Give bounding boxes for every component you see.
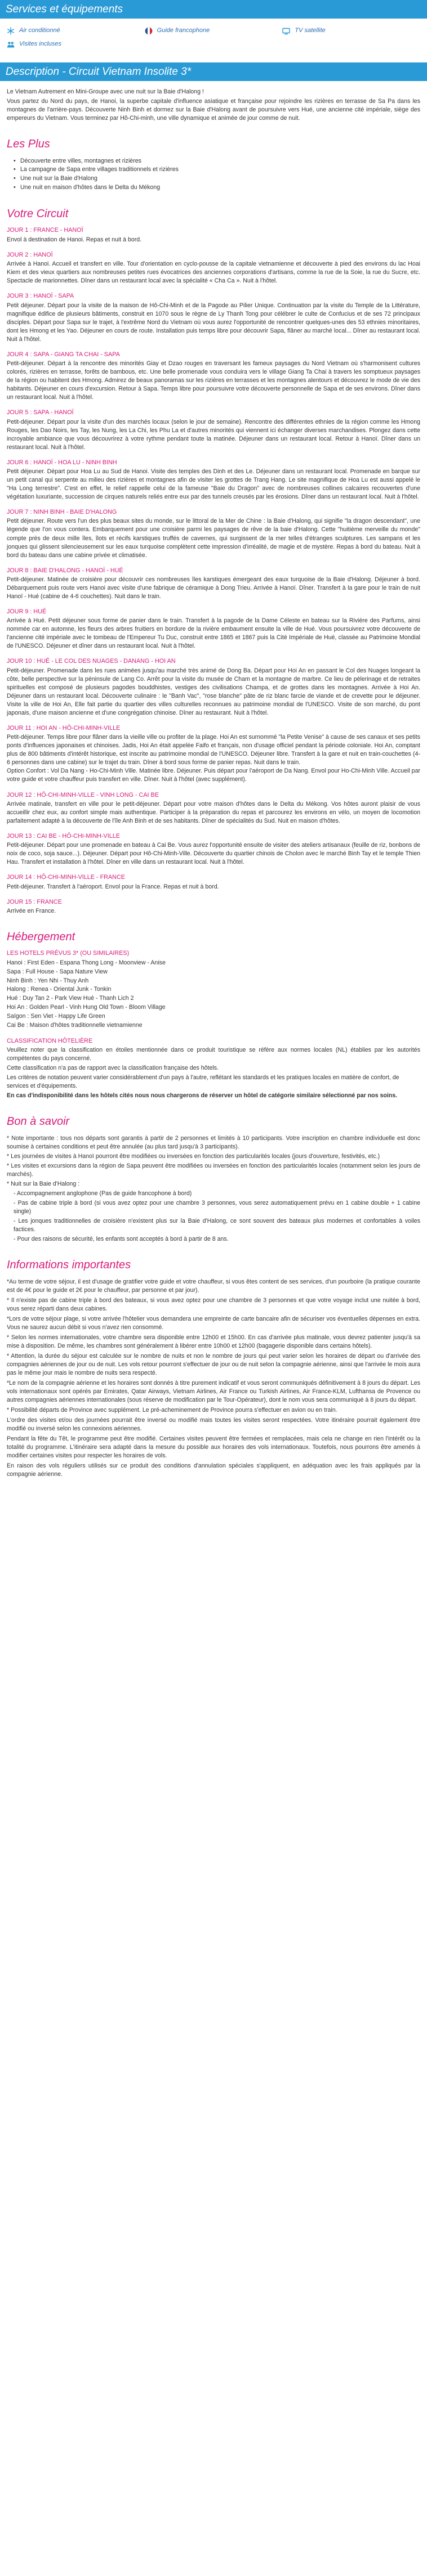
service-label: Air conditionné [19, 27, 60, 34]
day-title: JOUR 12 : HÔ-CHI-MINH-VILLE - VINH LONG - CAI BE [7, 791, 159, 798]
services-row [7, 38, 420, 51]
hotel-line: Cai Be : Maison d'hôtes traditionnelle vietnamienne [7, 1022, 143, 1029]
day-text: Arrivée en France. [7, 908, 56, 915]
tv-icon [282, 27, 290, 35]
day-title: JOUR 14 : HÔ-CHI-MINH-VILLE - FRANCE [7, 874, 125, 881]
classification-line: Les critères de notation peuvent varier considérablement d'un pays à l'autre, reflétant les standards et les pratiques locales en matière de confort, de services et d'équipements. [7, 1074, 399, 1090]
description-title: Description - Circuit Vietnam Insolite 3* [0, 62, 427, 81]
hotel-line: Hoi An : Golden Pearl - Vinh Hung Old Town - Bloom Village [7, 1004, 166, 1011]
intro-line: Le Vietnam Autrement en Mini-Groupe avec une nuit sur la Baie d'Halong ! [7, 88, 204, 95]
day-item [7, 409, 420, 451]
day-title: JOUR 4 : SAPA - GIANG TA CHAI - SAPA [7, 351, 120, 358]
bon-savoir-section [0, 1114, 427, 1244]
day-item [7, 351, 420, 402]
day-item [7, 292, 420, 343]
classification-bold: En cas d'indisponibilité dans les hôtels cités nous nous chargerons de réserver un hôtel de catégorie similaire sélectionné par nos soins. [7, 1092, 398, 1099]
plus-item: • Découverte entre villes, montagnes et rizières [14, 157, 420, 166]
services-title: Services et équipements [0, 0, 427, 19]
day-title: JOUR 10 : HUÉ - LE COL DES NUAGES - DANANG - HOI AN [7, 658, 176, 665]
group-icon [7, 41, 15, 48]
circuit-title: Votre Circuit [7, 208, 69, 221]
day-item [7, 608, 420, 650]
description-intro [0, 81, 427, 123]
bon-savoir-item: - Pour des raisons de sécurité, les enfants sont acceptés à bord à partir de 8 ans. [14, 1236, 229, 1243]
info-item: *Le nom de la compagnie aérienne et les horaires sont donnés à titre purement indicatif et vous seront communiqués définitivement à 8 jours du départ. Les vols internationaux sont opérés par Emirates, Qatar Airways, Vietnam Airlines, Air France ou Turkish Airlines, Air France-KLM, Lufthansa de Provence ou autres compagnies aériennes internationales (sous réserve de modification par le Tour-Opérateur), dont le nom vous sera communiqué à 8 jours du départ. [7, 1379, 420, 1403]
info-item: En raison des vols réguliers utilisés sur ce produit des conditions d'annulation spéciales s'appliquent, en adéquation avec les frais appliqués par la compagnie aérienne. [7, 1462, 420, 1478]
day-text: Arrivée à Hué. Petit déjeuner sous forme de panier dans le train. Transfert à la pagode de la Dame Céleste en bateau sur la Rivière des Parfums, ainsi nommée car en automne, les fleurs des arbres fruitiers en bordure de la rivière embaument ensuite la ville de Hué. Vous poursuivrez votre découverte de l'ancienne cité impériale avec le tombeau de l'Empereur Tu Duc, construit entre 1865 et 1867 puis la Cité Impériale de Hué, classée au Patrimoine Mondial de l'UNESCO. Déjeuner et dîner dans un restaurant local. Nuit à l'hôtel. [7, 617, 420, 650]
day-title: JOUR 6 : HANOÏ - HOA LU - NINH BINH [7, 459, 117, 466]
bon-savoir-item: * Note importante : tous nos départs sont garantis à partir de 2 personnes et limités à 10 participants. Votre inscription en chambre individuelle est donc soumise à certaines conditions et peut être annulée (au plus tard jusqu'à 3 participants). [7, 1134, 420, 1150]
day-item [7, 791, 420, 825]
day-title: JOUR 15 : FRANCE [7, 898, 62, 905]
bon-savoir-title: Bon à savoir [7, 1115, 70, 1128]
classification-title: CLASSIFICATION HÔTELIÈRE [7, 1037, 93, 1044]
info-item: * Il n'existe pas de cabine triple à bord des bateaux, si vous avez optez pour une chambre de 3 personnes et que votre voyage inclut une nuitée à bord, vous serez réparti dans deux cabines. [7, 1296, 420, 1312]
days-list [7, 226, 420, 915]
day-text: Petit-déjeuner. Départ à la rencontre des minorités Giay et Dzao rouges en traversant les fameux paysages du Nord Vietnam où s'harmonisent cultures colorés, rizières en terrasse, forêts de bambous, etc. Une belle promenade vous conduira vers le village Giang Ta Chai à travers les somptueux paysages de la région ou habitent des Hmong. Admirez de beaux panoramas sur les rizières en terrasses et les montagnes alentours et découvrez le mode de vie des habitants. Déjeuner en cours d'excursion. Retour à Sapa. Temps libre pour poursuivre votre découverte personnelle de Sapa et de ses environs. Dîner dans un restaurant local. Nuit à l'hôtel. [7, 360, 420, 401]
circuit-section [0, 206, 427, 915]
day-item [7, 657, 420, 717]
info-item: L'ordre des visites et/ou des journées pourrait être inversé ou modifié mais toutes les visites seront respectées. Votre itinéraire pourrait également être modifié ou inversé selon les connexions aériennes. [7, 1417, 420, 1433]
hotels-title: LES HOTELS PRÉVUS 3* (OU SIMILAIRES) [7, 950, 130, 957]
service-label: TV satellite [295, 27, 326, 34]
service-item [7, 26, 145, 35]
plus-section [0, 136, 427, 192]
infos-section [0, 1257, 427, 1479]
info-item: *Au terme de votre séjour, il est d'usage de gratifier votre guide et votre chauffeur, si vous êtes content de ses services, d'un pourboire (la pratique courante est de 4€ pour le guide et 2€ pour le chauffeur, par personne et par jour). [7, 1278, 420, 1294]
day-title: JOUR 7 : NINH BINH - BAIE D'HALONG [7, 509, 117, 516]
bon-savoir-item: - Accompagnement anglophone (Pas de guide francophone à bord) [14, 1190, 192, 1197]
day-item [7, 226, 420, 244]
plus-item: • Une nuit sur la Baie d'Halong [14, 174, 420, 183]
bon-savoir-item: - Pas de cabine triple à bord (si vous avez optez pour une chambre 3 personnes, vous serez automatiquement prévu en 1 cabine double + 1 cabine single) [14, 1200, 420, 1215]
day-text: Petit-déjeuner. Départ pour la visite d'un des marchés locaux (selon le jour de semaine). Rencontre des différentes ethnies de la région comme les Hmong Rouges, les Dao Noirs, les Tay, les Nung, les La Chi, les Phu La et d'autres minorités qui viennent ici échanger diverses marchandises. Plongez dans cette incroyable ambiance que vous découvrirez à votre rythme pendant toute la matinée. Déjeuner dans un restaurant local. Retour à Hanoï. Dîner dans un restaurant local. Nuit à l'hôtel. [7, 418, 420, 451]
day-title: JOUR 13 : CAI BE - HÔ-CHI-MINH-VILLE [7, 832, 120, 840]
day-item [7, 724, 420, 784]
info-item: *Lors de votre séjour plage, si votre arrivée l'hôtelier vous demandera une empreinte de carte bancaire afin de sécuriser vos éventuelles dépenses en extra. Vous ne saurez aucun débit si vous n'avez rien consommé. [7, 1315, 420, 1331]
classification-line: Cette classification n'a pas de rapport avec la classification française des hôtels. [7, 1065, 219, 1072]
day-title: JOUR 8 : BAIE D'HALONG - HANOÏ - HUÉ [7, 567, 123, 574]
hotel-line: Saïgon : Sen Viet - Happy Life Green [7, 1013, 105, 1020]
services-row [7, 24, 420, 38]
day-item [7, 898, 420, 915]
day-text: Petit déjeuner. Route vers l'un des plus beaux sites du monde, sur le littoral de la Mer de Chine : la Baie d'Halong, qui signifie "la dragon descendant", une légende que l'on vous contera. Embarquement pour une croisière parmi les paysages de rêve de la baie d'Halong. Cette "huitième merveille du monde" compte près de deux mille îles, îlots et récifs karstiques truffés de cavernes, qui surgissent de la mer telles d'étranges sculptures. Les sampans et les jonques qui glissent silencieusement sur les eaux turquoise complètent cette impression d'irréalité, de magie et de mystère. Repas à bord du bateau. Nuit à bord du bateau dans une cabine privée et climatisée. [7, 518, 420, 559]
day-title: JOUR 2 : HANOÏ [7, 251, 53, 258]
day-item [7, 832, 420, 867]
day-text: Petit déjeuner. Départ pour la visite de la maison de Hô-Chi-Minh et de la Pagode au Pilier Unique. Continuation par la visite du Temple de la Littérature, magnifique édifice de plusieurs bâtiments, construit en 1070 sous le règne de Ly Thanh Tong pour célébrer le culte de Confucius et de ses 72 principaux disciples. Départ pour Sapa sur le trajet, à l'extrême Nord du Vietnam où vous aurez l'opportunité de rencontrer quelques-unes des 53 ethnies minoritaires, dont les Hmong et les Yao. Déjeuner en cours de route. Installation puis temps libre pour découvrir Sapa, flâner au marché local... Dîner au restaurant local. Nuit à l'hôtel. [7, 302, 420, 343]
hotel-line: Hué : Duy Tan 2 - Park View Hué - Thanh Lich 2 [7, 995, 134, 1002]
info-item: * Attention, la durée du séjour est calculée sur le nombre de nuits et non le nombre de jours qui peut varier selon les horaires de départ ou d'arrivée des compagnies aériennes de jour ou de nuit. Les vols retour pourront s'effectuer de jour ou de nuit selon la compagnie aérienne, ainsi que l'arrivée le mois aura pas le même jour mais le nombre de nuits sera respecté. [7, 1352, 420, 1376]
bon-savoir-item: * Les journées de visites à Hanoï pourront être modifiées ou inversées en fonction des particularités locales (jours d'ouverture, festivités, etc.) [7, 1152, 380, 1160]
plus-item: • Une nuit en maison d'hôtes dans le Delta du Mékong [14, 183, 420, 192]
service-item [145, 26, 283, 35]
hotel-line: Hanoi : First Eden - Espana Thong Long - Moonview - Anise [7, 959, 166, 966]
bon-savoir-item: * Les visites et excursions dans la région de Sapa peuvent être modifiées ou inversées en fonction des particularités locales (notamment selon les jours de marchés). [7, 1162, 420, 1178]
services-list [0, 19, 427, 55]
infos-title: Informations importantes [7, 1259, 131, 1272]
bon-savoir-item: * Nuit sur la Baie d'Halong : [7, 1180, 80, 1187]
day-text: Petit-déjeuner. Matinée de croisière pour découvrir ces nombreuses îles karstiques émergeant des eaux turquoise de la Baie d'Halong. Déjeuner à bord. Débarquement puis route vers Hanoi avec visite d'une fabrique de céramique à Dong Trieu. Arrivée à Hanoï. Dîner. Transfert à la gare pour le train de nuit Hanoï - Hué (cabine de 4-6 couchettes). Nuit dans le train. [7, 576, 420, 600]
hebergement-title: Hébergement [7, 931, 75, 944]
service-item [282, 26, 420, 35]
bon-savoir-item: - Les jonques traditionnelles de croisière n'existent plus sur la Baie d'Halong, ce sont souvent des bateaux plus modernes et confortables à voiles factices. [14, 1218, 420, 1233]
plus-title: Les Plus [7, 138, 50, 151]
service-label: Visites incluses [19, 41, 61, 48]
french-flag-icon [145, 27, 153, 35]
service-label: Guide francophone [157, 27, 210, 34]
day-title: JOUR 9 : HUÉ [7, 608, 47, 616]
service-item [7, 40, 154, 49]
day-item [7, 459, 420, 501]
day-text: Petit déjeuner. Départ pour Hoa Lu au Sud de Hanoi. Visite des temples des Dinh et des Le. Déjeuner dans un restaurant local. Promenade en barque sur un petit canal qui serpente au milieu des rizières et montagnes afin de visiter les grottes de Trang Hang. Le site magnifique de Hoa Lu est aussi appelé le "Ha Long terrestre". C'est en effet, le relief rappelle celui de la fameuse "Baie du Dragon" avec de nombreuses collines calcaires recouvertes d'une végétation luxuriante, succession de cirques naturels reliés entre eux par des tunnels creusés par les érosions. Dîner dans un restaurant local. Nuit à l'hôtel. [7, 468, 420, 501]
day-text: Arrivée à Hanoi. Accueil et transfert en ville. Tour d'orientation en cyclo-pousse de la capitale vietnamienne et découverte à pied des environs du lac Hoai Kiem et des vieux quartiers aux nombreuses petites rues évocatrices des anciennes corporations d'artisans, comme la rue de la Soie, la rue du Sucre, etc. Spectacle de marionnettes. Dîner dans un restaurant local avec la spécialité « Cha Ca ». Nuit à l'hôtel. [7, 261, 420, 285]
day-item [7, 873, 420, 891]
intro-paragraph: Vous partez du Nord du pays, de Hanoi, la superbe capitale d'influence asiatique et française pour rejoindre les rizières en terrasse de Sa Pa dans les montagnes de l'arrière-pays. Découverte Ninh Binh et dormez sur la Baie d'Halong avant de poursuivre vers Hué, une ancienne cité impériale, siège des empereurs du Vietnam. Vous terminez par Hô-Chi-minh, une ville dynamique et animée de jour comme de nuit. [7, 98, 420, 122]
hotel-line: Ninh Binh : Yen Nhi - Thuy Anh [7, 977, 89, 984]
day-text: Petit-déjeuner. Départ pour une promenade en bateau à Cai Be. Vous aurez l'opportunité ensuite de visiter des ateliers artisanaux (feuille de riz, bonbons de noix de coco, soja sauce...). Déjeuner. Départ pour Hô-Chi-Minh-Ville. Découverte du quartier chinois de Cholon avec le marché Binh Tay et le temple Thien Hau. Transfert et installation à l'hôtel. Dîner en ville dans un restaurant local. Nuit à l'hôtel. [7, 842, 420, 866]
info-item: * Selon les normes internationales, votre chambre sera disponible entre 12h00 et 15h00. En cas d'arrivée plus matinale, vous devrez patienter jusqu'à sa mise à disposition. De même, les chambres sont généralement à libérer entre 10h00 et 12h00 (bagagerie disponible dans certains hôtels). [7, 1334, 420, 1349]
day-title: JOUR 1 : FRANCE - HANOÏ [7, 227, 83, 234]
hotels-list [7, 959, 420, 1030]
plus-item: • La campagne de Sapa entre villages traditionnels et rizières [14, 165, 420, 174]
infos-list [7, 1278, 420, 1479]
day-title: JOUR 3 : HANOÏ - SAPA [7, 293, 74, 300]
day-text: Petit-déjeuner. Temps libre pour flâner dans la vieille ville ou profiter de la plage. Hoi An est surnommé "la Petite Venise" à cause de ses canaux et ses petits ponts d'influences japonaises et chinoises. Jadis, Hoi An était appelée Faifo et français, non d'usage officiel pendant la période coloniale. Hoi An, comptant plus de 800 bâtiments d'intérêt historique, est inscrite au patrimoine mondial de l'UNESCO. Déjeuner libre. Transfert à la gare et nuit en train-couchettes (4-6 personnes dans une cabine) sur le trajet du train. Dîner à bord sous forme de panier repas. Nuit dans le train. Option Confort : Vol Da Nang - Ho-Chi-Minh Ville. Matinée libre. Déjeuner. Puis départ pour l'aéroport de Da Nang. Envol pour Ho-Chi-Minh Ville. Accueil par votre guide et votre chauffeur puis transfert en ville. Dîner. Nuit à l'hôtel (avec supplément). [7, 734, 420, 783]
day-item [7, 567, 420, 601]
day-text: Petit-déjeuner. Promenade dans les rues animées jusqu'au marché très animé de Dong Ba. Départ pour Hoi An en passant le Col des Nuages longeant la côte, belle perspective sur la péninsule de Lang Co. Arrêt pour la visite du musée de Cham et la montagne de marbre. Ce lieu de pèlerinage et de retraites spirituelles est composé de plusieurs pagodes bouddhistes, vestiges des civilisations Champa, et de grottes dans les montagnes. Arrivée à Hoi An. Déjeuner dans un restaurant local. Découverte culinaire : le "Banh Vac", "rose blanche" pâte de riz blanc farcie de viande et de crevette pour le déjeuner. Visite la ville de Hoi An, Elle fait partie du quartier des villes culturelles reconnues au patrimoine mondial de l'UNESCO. Visite de son marché, du pont japonais, d'une maison ancienne et d'une congrégation chinoise. Dîner au restaurant. Nuit à l'hôtel. [7, 667, 420, 716]
plus-list [14, 157, 420, 193]
day-item [7, 508, 420, 559]
classification-text: Veuillez noter que la classification en étoiles mentionnée dans ce produit touristique se réfère aux normes locales (NL) établies par les autorités compétentes du pays concerné. [7, 1047, 420, 1062]
day-title: JOUR 5 : SAPA - HANOÏ [7, 409, 74, 416]
info-item: Pendant la fête du Têt, le programme peut être modifié. Certaines visites peuvent être fermées et remplacées, mais cela ne change en rien l'intérêt ou la totalité du programme. L'itinéraire sera adapté dans la mesure du possible aux horaires des vols internationaux. Toutefois, nous pourrons être amenés à modifier certaines visites pour respecter les horaires de vols. [7, 1435, 420, 1460]
hebergement-section [0, 929, 427, 1100]
info-item: * Possibilité départs de Province avec supplément. Le pré-acheminement de Province pourra s'effectuer en avion ou en train. [7, 1407, 337, 1414]
snowflake-icon [7, 27, 15, 35]
bon-savoir-list [7, 1134, 420, 1244]
hotel-line: Sapa : Full House - Sapa Nature View [7, 968, 108, 975]
hotel-line: Halong : Renea - Oriental Junk - Tonkin [7, 986, 112, 993]
day-item [7, 251, 420, 285]
day-text: Envol à destination de Hanoi. Repas et nuit à bord. [7, 236, 142, 243]
day-text: Arrivée matinale, transfert en ville pour le petit-déjeuner. Départ pour votre maison d'hôtes dans le Delta du Mékong. Vos hôtes auront plaisir de vous accueillir chez eux, au confort simple mais authentique. Participer à la préparation du repas et parcourez les environs en vélo, un moyen de locomotion parfaitement adapté à la découverte de l'île Anh Binh et de ses habitants. Dîner de spécialités du Sud. Nuit en maison d'hôtes. [7, 800, 420, 824]
day-text: Petit-déjeuner. Transfert à l'aéroport. Envol pour la France. Repas et nuit à bord. [7, 883, 219, 890]
day-title: JOUR 11 : HOI AN - HÔ-CHI-MINH-VILLE [7, 725, 121, 731]
